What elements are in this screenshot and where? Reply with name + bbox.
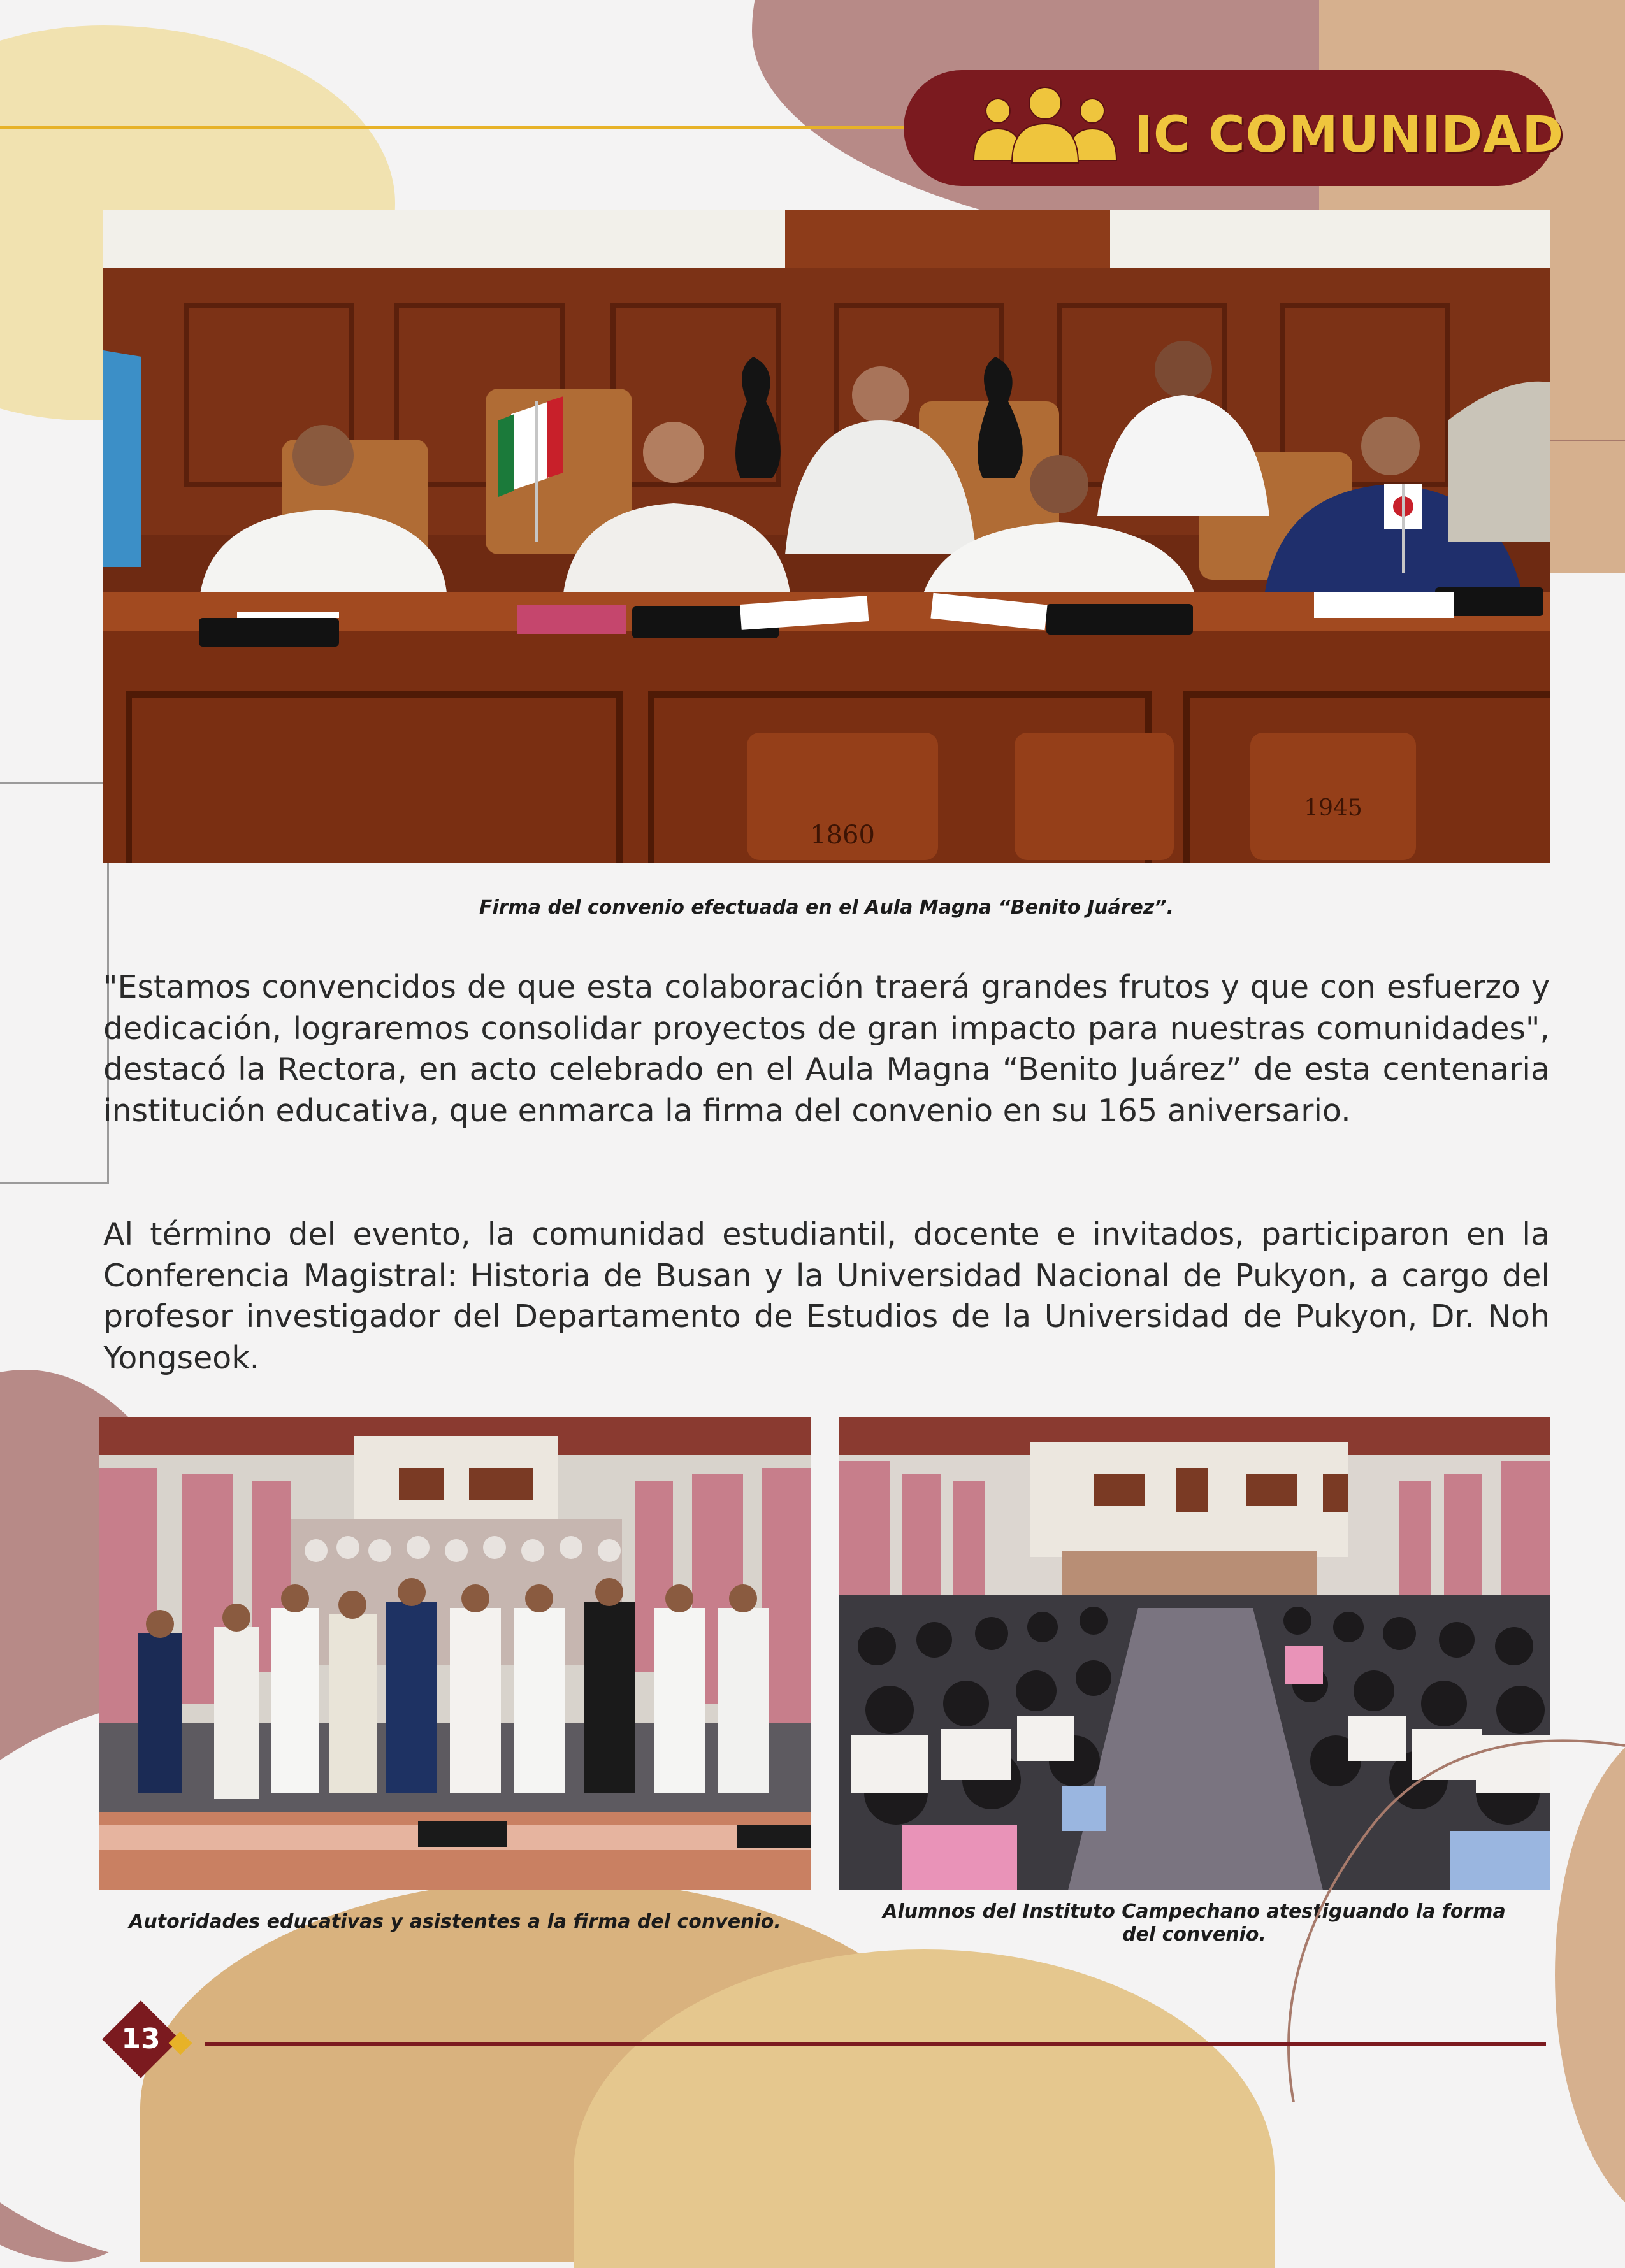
header-rule — [0, 126, 911, 129]
desk-carving-year-1860: 1860 — [810, 821, 875, 850]
footer-rule — [205, 2042, 1546, 2046]
right-photo-caption-line-1: Alumnos del Instituto Campechano atestiguando la forma — [883, 1900, 1506, 1923]
article-paragraph-1: "Estamos convencidos de que esta colaboración traerá grandes frutos y que con esfuerzo y dedicación, lograremos consolidar proyectos de gran impacto para nuestras comunidades", destacó la Rectora, en acto celebrado en el Aula Magna “Benito Juárez” de esta centenaria institución educativa, que enmarca la firma del convenio en su 165 aniversario. — [103, 969, 1550, 1129]
article-paragraph-2: Al término del evento, la comunidad estudiantil, docente e invitados, participaron en la Conferencia Magistral: Historia de Busan y la Universidad Nacional de Pukyon, a cargo del profesor investigador del Departamento de Estudios de la Universidad de Pukyon, Dr. Noh Yongseok. — [103, 1216, 1550, 1376]
section-title: IC COMUNIDAD — [1134, 106, 1564, 164]
decorative-frame-line — [1542, 440, 1625, 441]
right-photo-caption-line-2: del convenio. — [1122, 1923, 1266, 1946]
page-number: 13 — [121, 2023, 161, 2055]
decorative-arc — [1211, 1733, 1625, 2102]
photo-authorities-group — [99, 1417, 811, 1890]
decorative-frame-line — [0, 1182, 109, 1184]
main-photo-signing-ceremony — [103, 210, 1550, 863]
people-group-icon — [970, 83, 1120, 166]
decorative-frame-line — [0, 782, 108, 784]
left-photo-caption: Autoridades educativas y asistentes a la firma del convenio. — [129, 1911, 781, 1933]
desk-carving-year-1945: 1945 — [1304, 795, 1362, 821]
main-photo-caption: Firma del convenio efectuada en el Aula Magna “Benito Juárez”. — [479, 896, 1174, 919]
